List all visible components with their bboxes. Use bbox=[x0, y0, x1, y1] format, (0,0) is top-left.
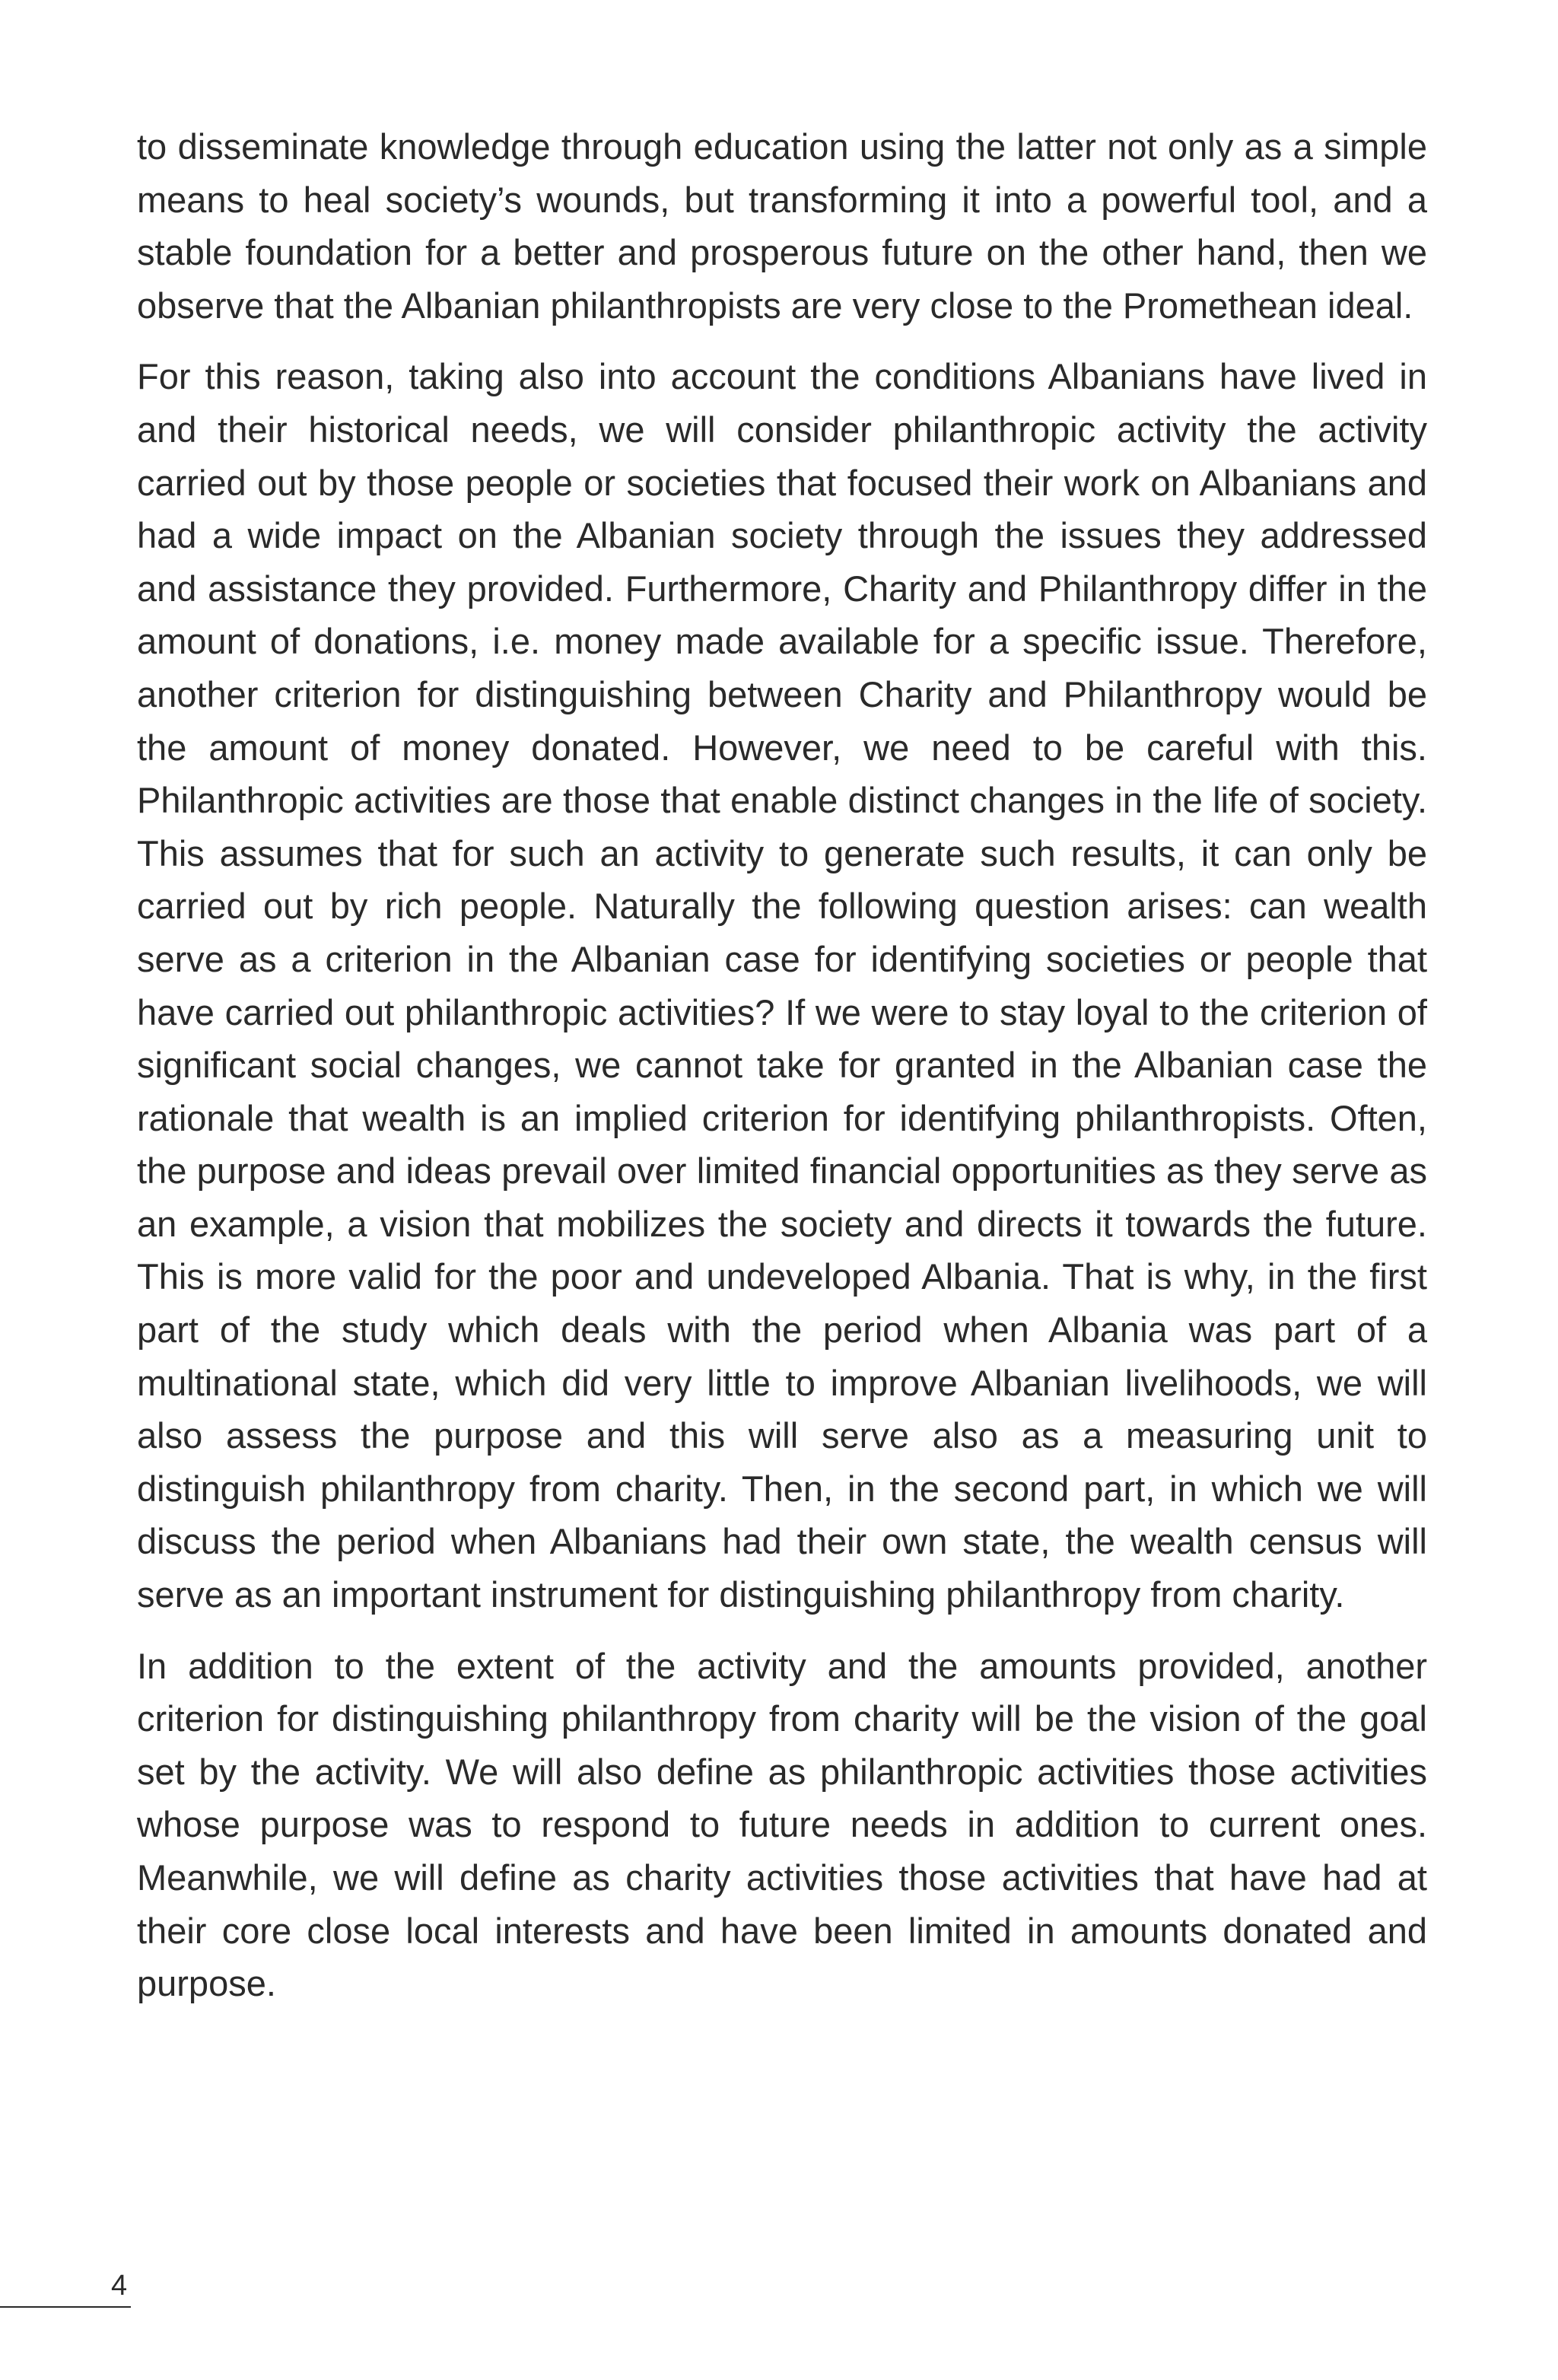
paragraph-3: In addition to the extent of the activity and the amounts provided, another criterion for distinguishing philanthropy from charity will be the vision of the goal set by the activity. We will also define as philanthropic activities those activities whose purpose was to respond to future needs in addition to current ones. Meanwhile, we will define as charity activities those activities that have had at their core close local interests and have been limited in amounts donated and purpose. bbox=[137, 1645, 1427, 2004]
footer-rule bbox=[0, 2306, 131, 2308]
paragraph-1: to disseminate knowledge through education using the latter not only as a simple means to heal society’s wounds, but transforming it into a powerful tool, and a stable foundation for a better and prosperous future on the other hand, then we observe that the Albanian philanthropists are very close to the Promethean ideal. bbox=[137, 126, 1427, 326]
paragraph-2: For this reason, taking also into account the conditions Albanians have lived in and their historical needs, we will consider philanthropic activity the activity carried out by those people or societies that focused their work on Albanians and had a wide impact on the Albanian society through the issues they addressed and assistance they provided. Furthermore, Charity and Philanthropy differ in the amount of donations, i.e. money made available for a specific issue. Therefore, another criterion for distinguishing between Charity and Philanthropy would be the amount of money donated. However, we need to be careful with this. Philanthropic activities are those that enable distinct changes in the life of society. This assumes that for such an activity to generate such results, it can only be carried out by rich people. Naturally the following question arises: can wealth serve as a criterion in the Albanian case for identifying societies or people that have carried out philanthropic activities? If we were to stay loyal to the criterion of significant social changes, we cannot take for granted in the Albanian case the rationale that wealth is an implied criterion for identifying philanthropists. Often, the purpose and ideas prevail over limited financial opportunities as they serve as an example, a vision that mobilizes the society and directs it towards the future. This is more valid for the poor and undeveloped Albania. That is why, in the first part of the study which deals with the period when Albania was part of a multinational state, which did very little to improve Albanian livelihoods, we will also assess the purpose and this will serve also as a measuring unit to distinguish philanthropy from charity. Then, in the second part, in which we will discuss the period when Albanians had their own state, the wealth census will serve as an important instrument for distinguishing philanthropy from charity. bbox=[137, 356, 1427, 1615]
body-text bbox=[137, 120, 1427, 2028]
page-number: 4 bbox=[111, 2270, 128, 2302]
